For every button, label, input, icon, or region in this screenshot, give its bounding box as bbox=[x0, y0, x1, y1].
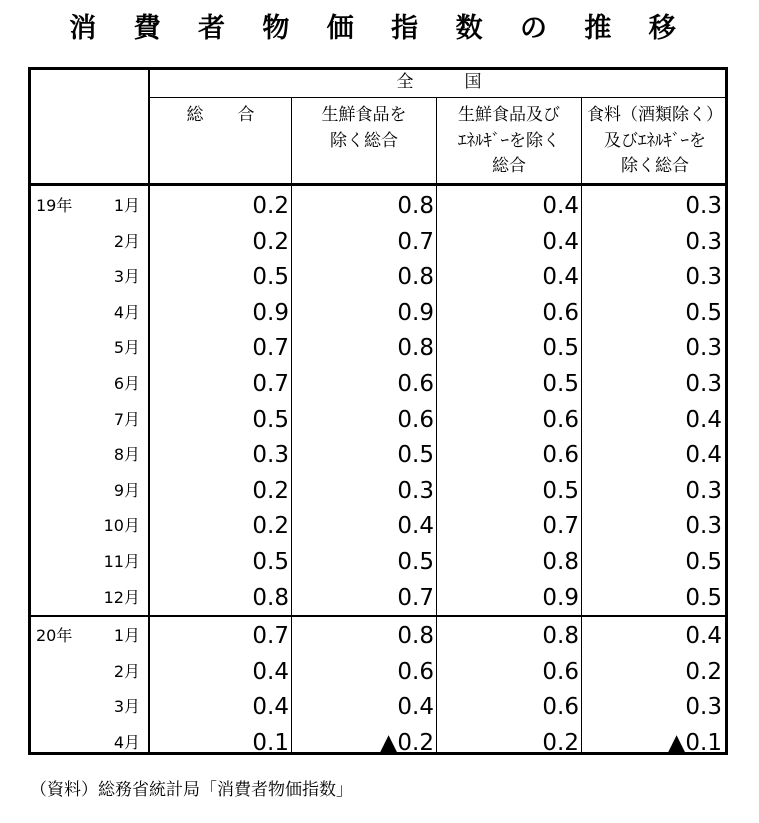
table-divider bbox=[291, 97, 292, 755]
table-cell: 0.9 bbox=[397, 299, 434, 326]
column-header-core-core-l2: ｴﾈﾙｷﾞｰを除く bbox=[458, 131, 560, 151]
table-cell: 0.6 bbox=[397, 371, 434, 397]
row-month: 2月 bbox=[113, 661, 140, 681]
table-cell: 0.3 bbox=[685, 513, 722, 540]
table-cell: 0.9 bbox=[542, 584, 579, 611]
table-cell: 0.6 bbox=[542, 299, 579, 326]
row-year: 20年 bbox=[36, 626, 73, 645]
table-cell: 0.2 bbox=[252, 513, 289, 540]
table-cell: 0.2 bbox=[252, 477, 289, 504]
table-cell: 0.4 bbox=[542, 193, 579, 219]
table-cell: 0.3 bbox=[685, 193, 722, 219]
row-month: 12月 bbox=[103, 587, 140, 607]
table-cell: 0.5 bbox=[252, 549, 289, 575]
column-header-core-l1: 生鮮食品を bbox=[321, 105, 407, 125]
table-cell: 0.3 bbox=[252, 442, 289, 469]
column-header-us-core-l2: 及びｴﾈﾙｷﾞｰを bbox=[604, 131, 706, 151]
row-month: 3月 bbox=[113, 697, 140, 717]
table-divider bbox=[436, 97, 437, 755]
table-cell: 0.5 bbox=[542, 477, 579, 504]
table-cell: 0.8 bbox=[252, 584, 289, 611]
table-cell: ▲0.2 bbox=[379, 729, 434, 756]
table-cell: 0.8 bbox=[397, 264, 434, 291]
table-cell: 0.5 bbox=[397, 442, 434, 469]
column-header-core-core-l3: 総合 bbox=[492, 156, 526, 176]
table-cell: 0.3 bbox=[397, 477, 434, 504]
table-cell: 0.5 bbox=[685, 299, 722, 326]
row-year: 19年 bbox=[36, 196, 73, 215]
table-cell: 0.7 bbox=[397, 584, 434, 611]
table-cell: 0.3 bbox=[685, 264, 722, 291]
table-cell: 0.4 bbox=[252, 658, 289, 685]
table-cell: 0.8 bbox=[397, 193, 434, 219]
table-cell: 0.6 bbox=[542, 442, 579, 469]
row-month: 3月 bbox=[113, 267, 140, 287]
table-divider bbox=[581, 97, 582, 755]
table-cell: 0.1 bbox=[252, 729, 289, 756]
table-cell: 0.4 bbox=[685, 442, 722, 469]
table-cell: 0.8 bbox=[397, 623, 434, 649]
table-cell: 0.7 bbox=[397, 228, 434, 255]
table-cell: 0.5 bbox=[685, 549, 722, 575]
table-cell: 0.6 bbox=[542, 694, 579, 721]
table-cell: 0.4 bbox=[252, 694, 289, 721]
row-month: 11月 bbox=[103, 552, 140, 571]
table-cell: 0.7 bbox=[252, 335, 289, 362]
table-cell: 0.4 bbox=[542, 228, 579, 255]
table-cell: 0.9 bbox=[252, 299, 289, 326]
table-cell: 0.7 bbox=[252, 623, 289, 649]
row-month: 1月 bbox=[113, 196, 140, 215]
table-divider bbox=[28, 183, 728, 186]
column-header-us-core-l3: 除く総合 bbox=[621, 156, 689, 176]
table-cell: 0.7 bbox=[252, 371, 289, 397]
page-title: 消 費 者 物 価 指 数 の 推 移 bbox=[69, 13, 690, 44]
table-cell: 0.4 bbox=[685, 406, 722, 433]
row-month: 2月 bbox=[113, 231, 140, 251]
table-cell: 0.6 bbox=[397, 406, 434, 433]
header-group-label: 全 国 bbox=[396, 72, 482, 92]
row-month: 9月 bbox=[113, 480, 140, 500]
column-header-core-l2: 除く総合 bbox=[330, 131, 398, 151]
table-cell: 0.4 bbox=[542, 264, 579, 291]
table-cell: 0.4 bbox=[685, 623, 722, 649]
table-cell: 0.6 bbox=[542, 658, 579, 685]
table-cell: 0.5 bbox=[397, 549, 434, 575]
table-cell: 0.5 bbox=[685, 584, 722, 611]
table-cell: 0.4 bbox=[397, 694, 434, 721]
table-cell: 0.2 bbox=[252, 193, 289, 219]
row-month: 7月 bbox=[113, 409, 140, 429]
row-month: 8月 bbox=[113, 445, 140, 465]
table-cell: 0.6 bbox=[542, 406, 579, 433]
table-cell: 0.8 bbox=[542, 623, 579, 649]
table-cell: 0.5 bbox=[252, 264, 289, 291]
row-month: 6月 bbox=[113, 374, 140, 393]
table-cell: 0.3 bbox=[685, 228, 722, 255]
column-header-us-core-l1: 食料（酒類除く） bbox=[587, 105, 723, 125]
table-divider bbox=[148, 97, 728, 98]
table-cell: 0.3 bbox=[685, 371, 722, 397]
row-month: 10月 bbox=[103, 516, 140, 536]
table-cell: 0.7 bbox=[542, 513, 579, 540]
table-cell: 0.5 bbox=[252, 406, 289, 433]
row-month: 4月 bbox=[113, 732, 140, 752]
source-note: （資料）総務省統計局「消費者物価指数」 bbox=[30, 780, 353, 800]
table-cell: 0.2 bbox=[542, 729, 579, 756]
table-cell: 0.2 bbox=[685, 658, 722, 685]
table-cell: 0.5 bbox=[542, 335, 579, 362]
table-cell: 0.3 bbox=[685, 335, 722, 362]
row-month: 4月 bbox=[113, 302, 140, 322]
table-cell: 0.6 bbox=[397, 658, 434, 685]
table-cell: 0.8 bbox=[542, 549, 579, 575]
column-header-core-core-l1: 生鮮食品及び bbox=[458, 105, 560, 125]
table-cell: 0.3 bbox=[685, 694, 722, 721]
table-cell: 0.8 bbox=[397, 335, 434, 362]
row-month: 5月 bbox=[113, 338, 140, 358]
table-cell: 0.2 bbox=[252, 228, 289, 255]
table-divider bbox=[148, 67, 150, 755]
column-header-total: 総 合 bbox=[186, 105, 255, 125]
table-cell: 0.5 bbox=[542, 371, 579, 397]
table-cell: 0.3 bbox=[685, 477, 722, 504]
row-month: 1月 bbox=[113, 626, 140, 645]
table-cell: 0.4 bbox=[397, 513, 434, 540]
table-cell: ▲0.1 bbox=[667, 729, 722, 756]
